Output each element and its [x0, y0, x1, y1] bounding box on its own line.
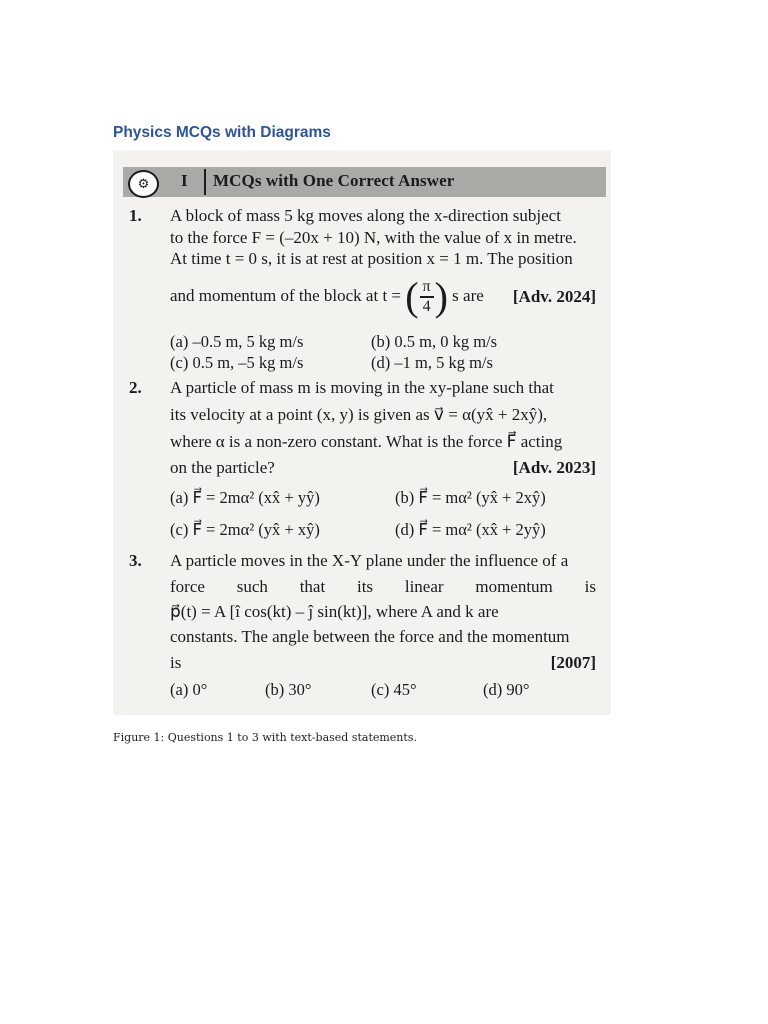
- question-2-line-3: where α is a non-zero constant. What is the force F⃗ acting: [170, 432, 563, 451]
- question-1-line-4-pre: and momentum of the block at t =: [170, 285, 402, 305]
- figure-caption: Figure 1: Questions 1 to 3 with text-based statements.: [113, 731, 417, 744]
- question-2-line-4: [170, 458, 596, 478]
- question-3-line-3: p⃗(t) = A [î cos(kt) – ĵ sin(kt)], where A and k are: [170, 602, 499, 621]
- question-3-option-c: (c) 45°: [371, 680, 417, 699]
- fraction-stack: [419, 278, 435, 315]
- question-1-line-3: At time t = 0 s, it is at rest at position x = 1 m. The position: [170, 249, 573, 268]
- justified-word: momentum: [475, 577, 553, 596]
- question-3-line-5-text: is: [170, 653, 182, 672]
- question-1-line-4: [170, 274, 596, 319]
- justified-word: that: [299, 577, 326, 596]
- question-1-option-a: (a) –0.5 m, 5 kg m/s: [170, 332, 304, 351]
- question-3-number: 3.: [129, 551, 142, 570]
- time-fraction: [405, 274, 448, 319]
- question-1-option-d: (d) –1 m, 5 kg m/s: [371, 353, 493, 372]
- fraction-close-paren: ): [434, 274, 448, 319]
- question-3-source: [2007]: [550, 653, 596, 672]
- question-1-option-b: (b) 0.5 m, 0 kg m/s: [371, 332, 498, 351]
- question-2-option-b: (b) F⃗ = mα² (yx̂ + 2xŷ): [395, 488, 546, 507]
- fraction-open-paren: (: [405, 274, 419, 319]
- question-3-line-1: A particle moves in the X-Y plane under the influence of a: [170, 551, 569, 570]
- question-2-line-1: A particle of mass m is moving in the xy-plane such that: [170, 378, 554, 397]
- question-3-option-a: (a) 0°: [170, 680, 208, 699]
- question-3-line-4: constants. The angle between the force and the momentum: [170, 627, 570, 646]
- justified-word: is: [584, 577, 596, 596]
- question-1-line-2: to the force F = (–20x + 10) N, with the value of x in metre.: [170, 228, 577, 247]
- question-3-line-2: [170, 577, 596, 597]
- justified-word: its: [356, 577, 374, 596]
- justified-word: linear: [404, 577, 444, 596]
- document-title: Physics MCQs with Diagrams: [113, 124, 331, 141]
- question-2-line-2: its velocity at a point (x, y) is given as v⃗ = α(yx̂ + 2xŷ),: [170, 405, 548, 424]
- question-2-line-4-text: on the particle?: [170, 458, 275, 477]
- question-2-option-a: (a) F⃗ = 2mα² (xx̂ + yŷ): [170, 488, 320, 507]
- question-3-line-5: [170, 653, 596, 673]
- question-1-line-4-text: [170, 274, 484, 319]
- fraction-numerator: π: [422, 278, 431, 296]
- question-3-option-b: (b) 30°: [265, 680, 312, 699]
- section-divider: [204, 169, 206, 195]
- question-1-source: [Adv. 2024]: [512, 287, 596, 306]
- justified-word: force: [170, 577, 205, 596]
- question-1-option-c: (c) 0.5 m, –5 kg m/s: [170, 353, 304, 372]
- section-logo-icon: ⚙: [128, 170, 159, 198]
- scanned-page-figure: [113, 150, 611, 715]
- section-number: I: [181, 171, 188, 190]
- question-3-option-d: (d) 90°: [483, 680, 530, 699]
- question-2-option-c: (c) F⃗ = 2mα² (yx̂ + xŷ): [170, 520, 320, 539]
- question-2-number: 2.: [129, 378, 142, 397]
- question-1-line-4-post: s are: [452, 285, 484, 305]
- question-1-number: 1.: [129, 206, 142, 225]
- section-heading: MCQs with One Correct Answer: [213, 171, 455, 190]
- justified-word: such: [236, 577, 268, 596]
- question-2-source: [Adv. 2023]: [512, 458, 596, 477]
- question-2-option-d: (d) F⃗ = mα² (xx̂ + 2yŷ): [395, 520, 546, 539]
- fraction-denominator: 4: [422, 297, 431, 315]
- question-1-line-1: A block of mass 5 kg moves along the x-direction subject: [170, 206, 561, 225]
